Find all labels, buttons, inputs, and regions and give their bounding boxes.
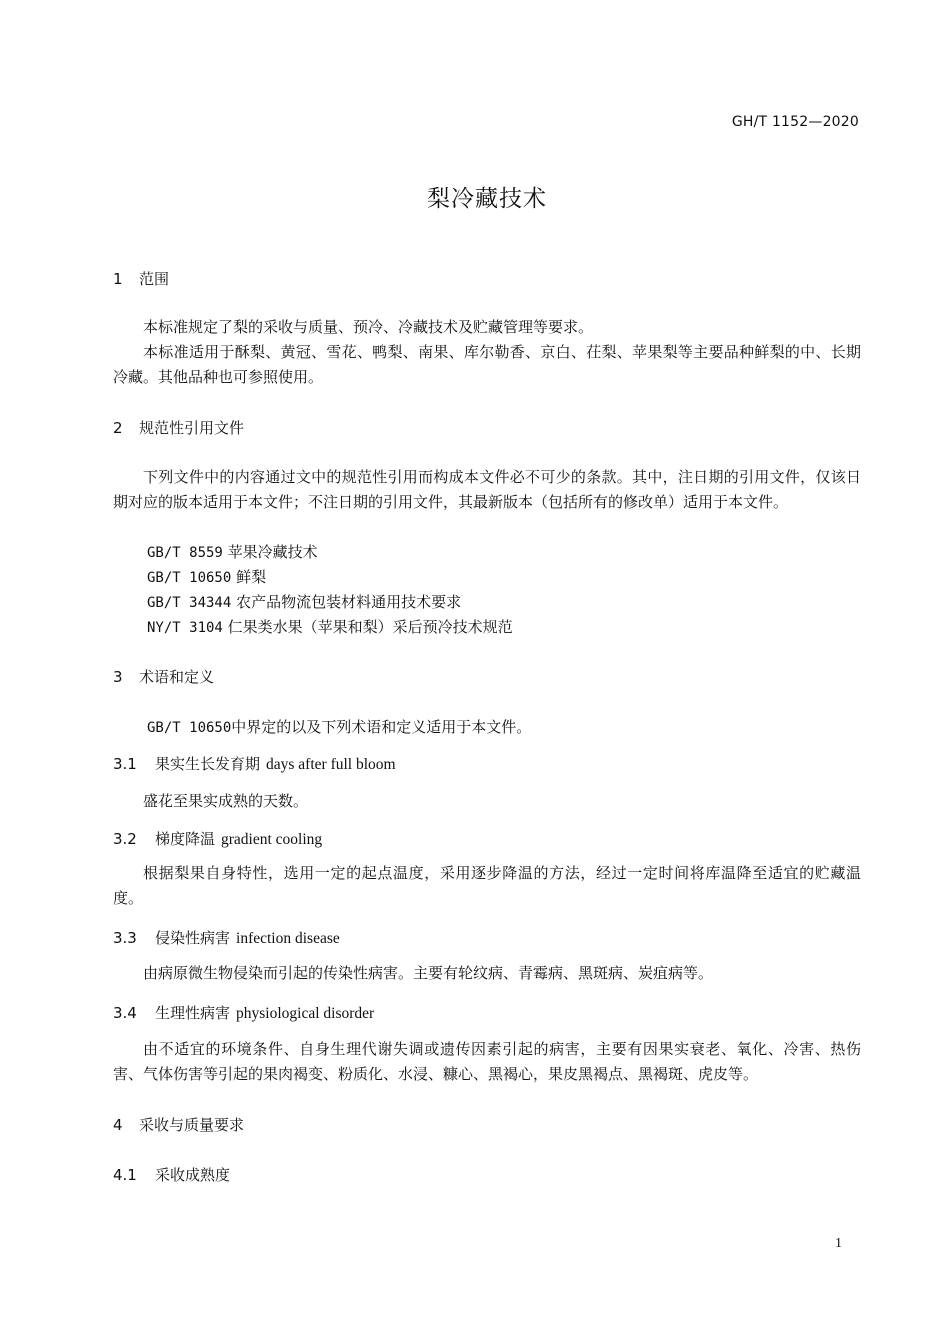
terms-intro: [147, 716, 531, 737]
reference-code: GB/T 10650: [147, 570, 232, 586]
section-number: 1: [113, 270, 123, 288]
reference-code: GB/T 34344: [147, 595, 232, 611]
document-code: GH/T 1152—2020: [731, 114, 859, 130]
reference-name: 苹果冷藏技术: [227, 543, 318, 561]
reference-item: [147, 616, 513, 637]
reference-item: [147, 541, 318, 562]
term-definition: 由不适宜的环境条件、自身生理代谢失调或遗传因素引起的病害，主要有因果实衰老、氧化、冷害、热伤害、气体伤害等引起的果肉褐变、粉质化、水浸、糠心、黑褐心，果皮黑褐点、黑褐斑、虎皮等。: [113, 1040, 861, 1083]
section-number: 4: [113, 1116, 123, 1134]
reference-code: NY/T 3104: [147, 620, 223, 636]
paragraph: 本标准规定了梨的采收与质量、预冷、冷藏技术及贮藏管理等要求。: [143, 318, 594, 336]
terms-intro-text: 中界定的以及下列术语和定义适用于本文件。: [231, 718, 532, 736]
paragraph: 下列文件中的内容通过文中的规范性引用而构成本文件必不可少的条款。其中，注日期的引用文件，仅该日期对应的版本适用于本文件；不注日期的引用文件，其最新版本（包括所有的修改单）适用于本文件。: [113, 468, 861, 511]
term-number: 3.3: [113, 929, 137, 947]
term-heading: [113, 927, 340, 948]
term-name-zh: 果实生长发育期: [155, 755, 261, 773]
term-name-zh: 侵染性病害: [155, 929, 231, 947]
term-name-en: physiological disorder: [236, 1005, 375, 1022]
term-name-en: days after full bloom: [266, 756, 396, 773]
term-number: 3.4: [113, 1004, 137, 1022]
term-name-en: infection disease: [236, 930, 340, 947]
section-heading-scope: [113, 268, 169, 289]
subsection-heading: [113, 1164, 230, 1185]
reference-item: [147, 566, 266, 587]
section-title: 术语和定义: [139, 668, 215, 686]
term-number: 3.1: [113, 755, 137, 773]
term-definition: 根据梨果自身特性，选用一定的起点温度，采用逐步降温的方法，经过一定时间将库温降至适宜的贮藏温度。: [113, 864, 861, 907]
paragraph: 本标准适用于酥梨、黄冠、雪花、鸭梨、南果、库尔勒香、京白、茌梨、苹果梨等主要品种鲜梨的中、长期冷藏。其他品种也可参照使用。: [113, 343, 861, 386]
section-heading-terms-definitions: [113, 666, 214, 687]
reference-code: GB/T 8559: [147, 545, 223, 561]
term-number: 3.2: [113, 830, 137, 848]
reference-name: 仁果类水果（苹果和梨）采后预冷技术规范: [227, 618, 513, 636]
page-number: 1: [835, 1236, 842, 1251]
section-title: 采收与质量要求: [139, 1116, 245, 1134]
term-name-zh: 生理性病害: [155, 1004, 231, 1022]
term-name-zh: 梯度降温: [155, 830, 216, 848]
term-heading: [113, 1002, 374, 1023]
term-heading: [113, 828, 322, 849]
section-heading-harvest-quality: [113, 1114, 244, 1135]
reference-code: GB/T 10650: [147, 720, 232, 736]
section-heading-normative-references: [113, 417, 244, 438]
term-heading: [113, 753, 396, 774]
subsection-title: 采收成熟度: [155, 1166, 231, 1184]
reference-name: 鲜梨: [236, 568, 267, 586]
section-number: 3: [113, 668, 123, 686]
subsection-number: 4.1: [113, 1166, 137, 1184]
section-title: 规范性引用文件: [139, 419, 245, 437]
reference-item: [147, 591, 461, 612]
page-title: 梨冷藏技术: [427, 186, 547, 212]
term-definition: 由病原微生物侵染而引起的传染性病害。主要有轮纹病、青霉病、黑斑病、炭疽病等。: [143, 964, 714, 982]
section-title: 范围: [139, 270, 170, 288]
term-name-en: gradient cooling: [221, 831, 323, 848]
section-number: 2: [113, 419, 123, 437]
reference-name: 农产品物流包装材料通用技术要求: [236, 593, 462, 611]
term-definition: 盛花至果实成熟的天数。: [143, 792, 309, 810]
